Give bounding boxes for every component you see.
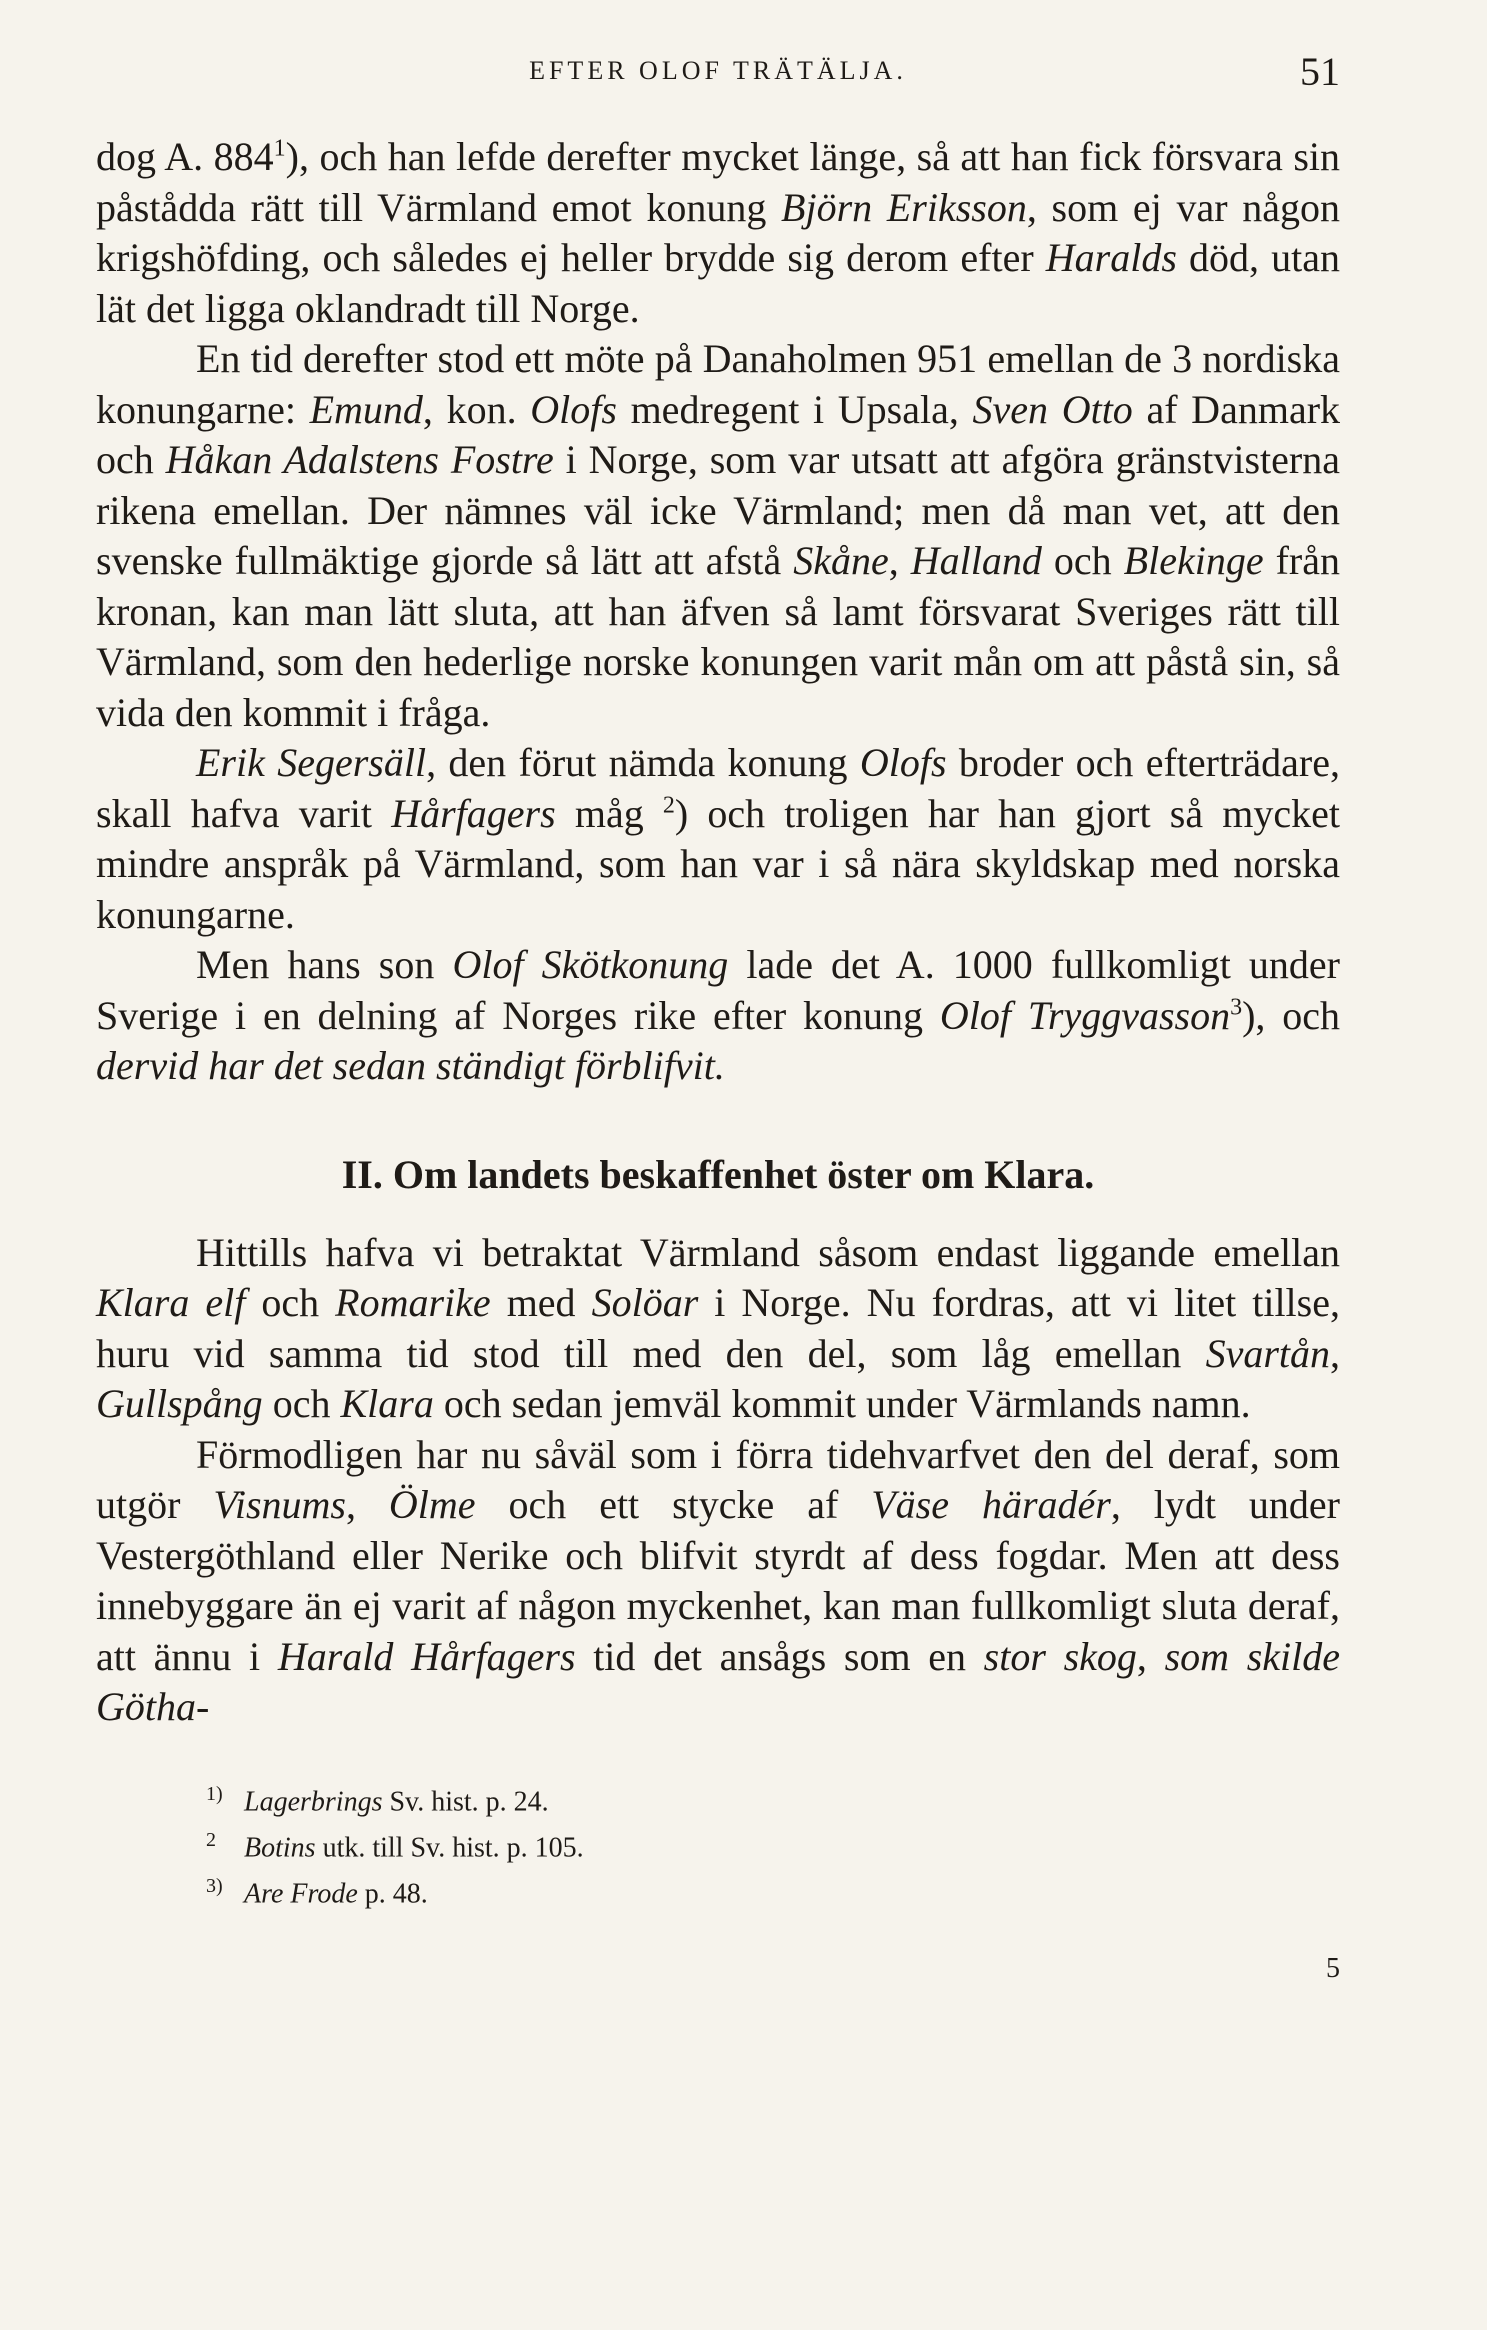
paragraph-2: En tid derefter stod ett möte på Danaholmen 951 emellan de 3 nordiska konungarne: Emund, kon. Olofs medregent i Upsala, Sven Otto af Danmark och Håkan Adalstens Fostre i Norge, som var utsatt att afgöra gränstvisterna rikena emellan. Der nämnes väl icke Värmland; men då man vet, att den svenske fullmäktige gjorde så lätt att afstå Skåne, Halland och Blekinge från kronan, kan man lätt sluta, att han äfven så lamt försvarat Sveriges rätt till Värmland, som den hederlige norske konungen varit mån om att påstå sin, så vida den kommit i fråga. [96, 336, 1341, 735]
paragraph-4: Men hans son Olof Skötkonung lade det A. 1000 fullkomligt under Sverige i en delning af Norges rike efter konung Olof Tryggvasson$^3$), och dervid har det sedan ständigt förblifvit. [96, 942, 1341, 1088]
footnote-2: 2 Botins utk. till Sv. hist. p. 105. [206, 1828, 584, 1864]
paragraph-6: Förmodligen har nu såväl som i förra tidehvarfvet den del deraf, som utgör Visnums, Ölme och ett stycke af Väse häradér, lydt under Vestergöthland eller Nerike och blifvit styrdt af dess fogdar. Men att dess innebyggare än ej varit af någon myckenhet, kan man fullkomligt sluta deraf, att ännu i Harald Hårfagers tid det ansågs som en stor skog, som skilde Götha- [96, 1431, 1341, 1729]
running-title: EFTER OLOF TRÄTÄLJA. [529, 56, 907, 85]
name-bjorn-eriksson: Björn Eriksson [781, 184, 1027, 230]
page-number: 51 [1300, 49, 1340, 94]
footnotes [206, 1775, 1340, 1914]
paragraph-5: Hittills hafva vi betraktat Värmland såsom endast liggande emellan Klara elf och Romarike med Solöar i Norge. Nu fordras, att vi litet tillse, huru vid samma tid stod till med den del, som låg emellan Svartån, Gullspång och Klara och sedan jemväl kommit under Värmlands namn. [96, 1229, 1340, 1426]
footnote-3: 3) Are Frode p. 48. [206, 1875, 428, 1910]
paragraph-3: Erik Segersäll, den förut nämda konung Olofs broder och efterträdare, skall hafva varit Hårfagers måg $^2$) och troligen har han gjort så mycket mindre anspråk på Värmland, som han var i så nära skyldskap med norska konungarne. [96, 740, 1340, 937]
footnote-ref-1: 1 [273, 135, 286, 162]
section-heading: II. Om landets beskaffenhet öster om Klara. [341, 1151, 1095, 1197]
footnote-ref-3: 3 [1230, 994, 1243, 1021]
name-haralds: Haralds [1045, 235, 1177, 280]
footnote-1: 1) Lagerbrings Sv. hist. p. 24. [206, 1782, 549, 1817]
running-head [96, 49, 1340, 94]
signature-mark: 5 [1326, 1953, 1340, 1985]
book-page [96, 49, 1341, 1985]
footnote-ref-2: 2 [662, 792, 675, 819]
paragraph-1: dog A. $884^1$), och han lefde derefter mycket länge, så att han fick försvara sin påstådda rätt till Värmland emot konung Björn Eriksson, som ej var någon krigshöfding, och således ej heller brydde sig derom efter Haralds död, utan lät det ligga oklandradt till Norge. [96, 134, 1340, 331]
